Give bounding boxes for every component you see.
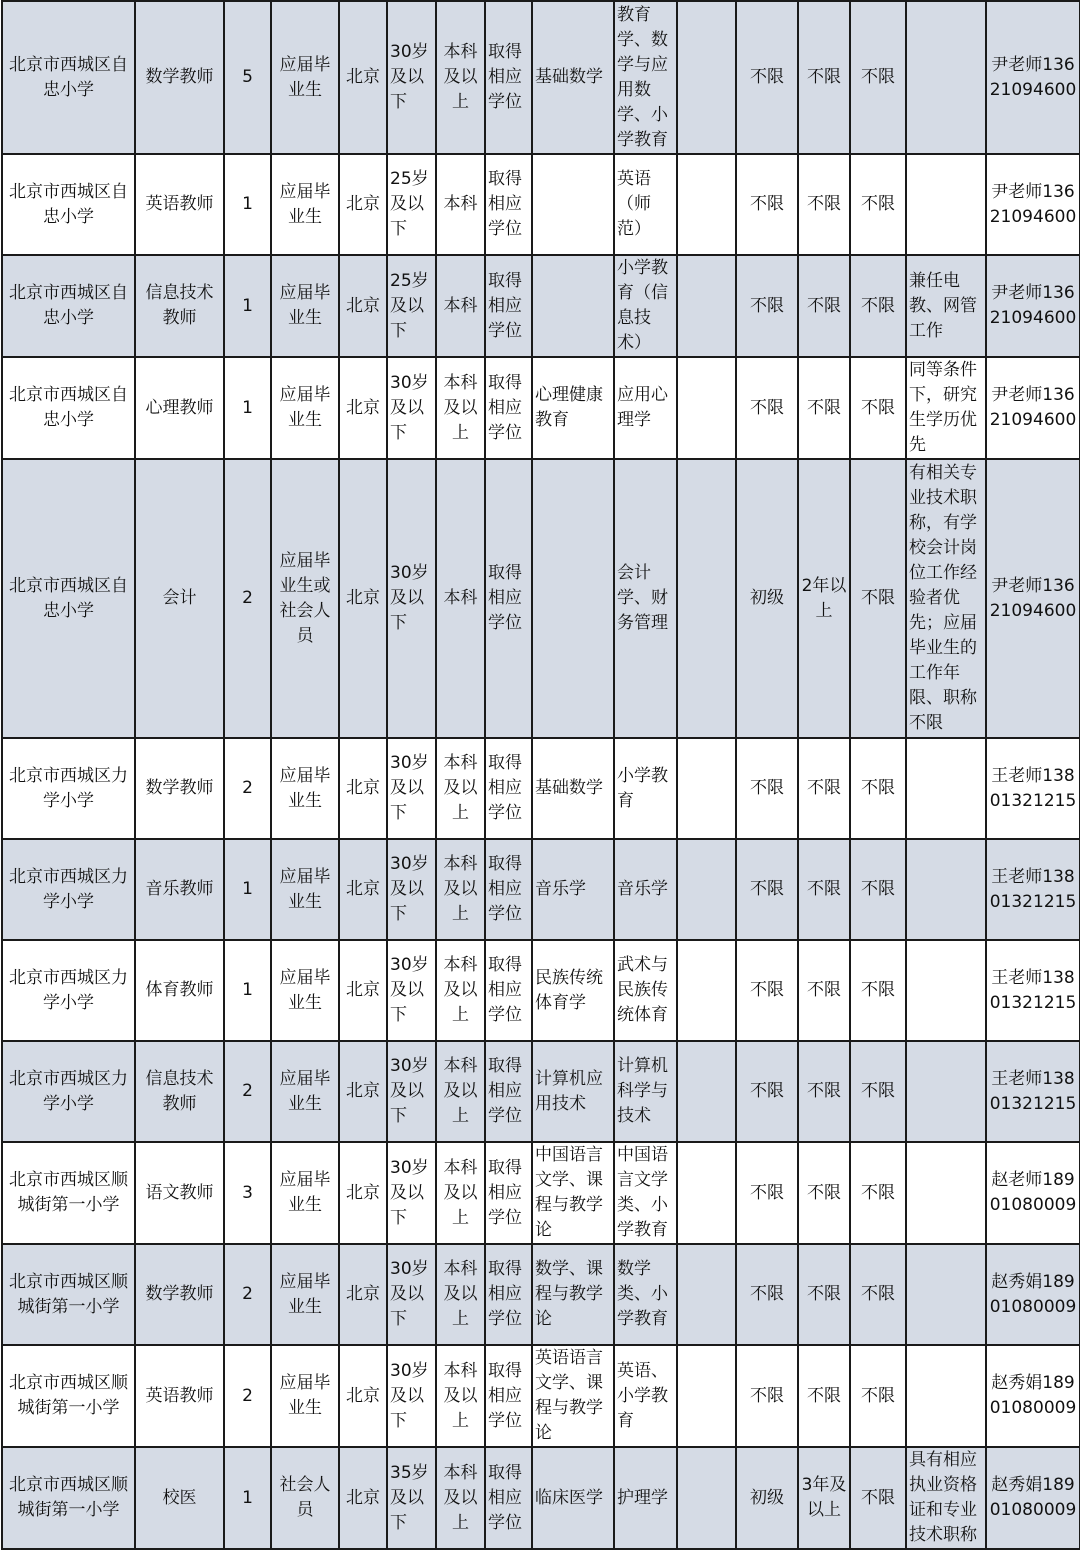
position-cell: 数学教师 — [135, 738, 224, 839]
degree-cell: 取得相应学位 — [485, 459, 532, 738]
empty-cell — [677, 1345, 736, 1447]
experience-cell: 不限 — [798, 940, 850, 1041]
title-req-cell: 不限 — [736, 255, 798, 357]
position-cell: 英语教师 — [135, 154, 224, 255]
headcount-cell: 5 — [224, 1, 271, 154]
hukou-cell: 北京 — [339, 154, 387, 255]
age-cell: 30岁及以下 — [387, 1244, 436, 1345]
table-row — [2, 839, 1080, 940]
experience-cell: 不限 — [798, 1142, 850, 1244]
hukou-cell: 北京 — [339, 1142, 387, 1244]
headcount-cell: 1 — [224, 357, 271, 459]
experience-cell: 不限 — [798, 255, 850, 357]
contact-cell: 赵秀娟18901080009 — [986, 1244, 1080, 1345]
title-req-cell: 不限 — [736, 839, 798, 940]
position-cell: 数学教师 — [135, 1, 224, 154]
empty-cell — [677, 1041, 736, 1142]
contact-cell: 赵老师18901080009 — [986, 1142, 1080, 1244]
degree-cell: 取得相应学位 — [485, 1, 532, 154]
position-cell: 信息技术教师 — [135, 1041, 224, 1142]
degree-cell: 取得相应学位 — [485, 839, 532, 940]
experience-cell: 不限 — [798, 738, 850, 839]
degree-cell: 取得相应学位 — [485, 1345, 532, 1447]
unit-cell: 北京市西城区自忠小学 — [2, 459, 135, 738]
education-cell: 本科及以上 — [436, 1447, 485, 1549]
experience-cell: 2年以上 — [798, 459, 850, 738]
remark-cell: 兼任电教、网管工作 — [906, 255, 986, 357]
empty-cell — [677, 255, 736, 357]
undergrad-major-cell: 音乐学 — [532, 839, 614, 940]
headcount-cell: 1 — [224, 1447, 271, 1549]
empty-cell — [677, 1447, 736, 1549]
education-cell: 本科及以上 — [436, 1, 485, 154]
age-cell: 35岁及以下 — [387, 1447, 436, 1549]
position-cell: 数学教师 — [135, 1244, 224, 1345]
unit-cell: 北京市西城区自忠小学 — [2, 154, 135, 255]
degree-cell: 取得相应学位 — [485, 357, 532, 459]
title-req-cell: 初级 — [736, 459, 798, 738]
remark-cell — [906, 738, 986, 839]
hukou-cell: 北京 — [339, 357, 387, 459]
postgrad-major-cell: 小学教育（信息技术） — [614, 255, 677, 357]
experience-cell: 3年及以上 — [798, 1447, 850, 1549]
remark-cell — [906, 1, 986, 154]
degree-cell: 取得相应学位 — [485, 940, 532, 1041]
contact-cell: 尹老师13621094600 — [986, 255, 1080, 357]
contact-cell: 赵秀娟18901080009 — [986, 1447, 1080, 1549]
undergrad-major-cell: 英语语言文学、课程与教学论 — [532, 1345, 614, 1447]
degree-cell: 取得相应学位 — [485, 255, 532, 357]
postgrad-major-cell: 中国语言文学类、小学教育 — [614, 1142, 677, 1244]
other-req-cell: 不限 — [850, 1142, 906, 1244]
education-cell: 本科及以上 — [436, 839, 485, 940]
undergrad-major-cell: 计算机应用技术 — [532, 1041, 614, 1142]
other-req-cell: 不限 — [850, 940, 906, 1041]
hukou-cell: 北京 — [339, 940, 387, 1041]
identity-cell: 应届毕业生 — [271, 940, 339, 1041]
age-cell: 25岁及以下 — [387, 154, 436, 255]
age-cell: 30岁及以下 — [387, 357, 436, 459]
contact-cell: 尹老师13621094600 — [986, 154, 1080, 255]
undergrad-major-cell — [532, 154, 614, 255]
education-cell: 本科 — [436, 255, 485, 357]
hukou-cell: 北京 — [339, 1, 387, 154]
identity-cell: 应届毕业生 — [271, 255, 339, 357]
empty-cell — [677, 738, 736, 839]
unit-cell: 北京市西城区自忠小学 — [2, 357, 135, 459]
title-req-cell: 不限 — [736, 1041, 798, 1142]
table-row — [2, 255, 1080, 357]
unit-cell: 北京市西城区力学小学 — [2, 839, 135, 940]
postgrad-major-cell: 小学教育 — [614, 738, 677, 839]
age-cell: 30岁及以下 — [387, 459, 436, 738]
identity-cell: 应届毕业生 — [271, 839, 339, 940]
postgrad-major-cell: 会计学、财务管理 — [614, 459, 677, 738]
empty-cell — [677, 839, 736, 940]
empty-cell — [677, 154, 736, 255]
identity-cell: 社会人员 — [271, 1447, 339, 1549]
education-cell: 本科及以上 — [436, 1345, 485, 1447]
position-cell: 英语教师 — [135, 1345, 224, 1447]
age-cell: 30岁及以下 — [387, 940, 436, 1041]
other-req-cell: 不限 — [850, 1041, 906, 1142]
degree-cell: 取得相应学位 — [485, 1244, 532, 1345]
title-req-cell: 不限 — [736, 154, 798, 255]
table-row — [2, 738, 1080, 839]
other-req-cell: 不限 — [850, 1345, 906, 1447]
position-cell: 心理教师 — [135, 357, 224, 459]
unit-cell: 北京市西城区自忠小学 — [2, 255, 135, 357]
title-req-cell: 不限 — [736, 1345, 798, 1447]
contact-cell: 尹老师13621094600 — [986, 357, 1080, 459]
headcount-cell: 2 — [224, 1244, 271, 1345]
unit-cell: 北京市西城区顺城街第一小学 — [2, 1447, 135, 1549]
hukou-cell: 北京 — [339, 1447, 387, 1549]
contact-cell: 尹老师13621094600 — [986, 459, 1080, 738]
remark-cell: 具有相应执业资格证和专业技术职称 — [906, 1447, 986, 1549]
experience-cell: 不限 — [798, 1, 850, 154]
table-row — [2, 940, 1080, 1041]
other-req-cell: 不限 — [850, 1447, 906, 1549]
hukou-cell: 北京 — [339, 459, 387, 738]
table-row — [2, 1041, 1080, 1142]
undergrad-major-cell — [532, 459, 614, 738]
identity-cell: 应届毕业生 — [271, 1041, 339, 1142]
postgrad-major-cell: 护理学 — [614, 1447, 677, 1549]
table-row — [2, 1447, 1080, 1549]
title-req-cell: 初级 — [736, 1447, 798, 1549]
hukou-cell: 北京 — [339, 1244, 387, 1345]
experience-cell: 不限 — [798, 839, 850, 940]
table-row — [2, 459, 1080, 738]
title-req-cell: 不限 — [736, 357, 798, 459]
unit-cell: 北京市西城区力学小学 — [2, 940, 135, 1041]
headcount-cell: 1 — [224, 940, 271, 1041]
hukou-cell: 北京 — [339, 839, 387, 940]
unit-cell: 北京市西城区顺城街第一小学 — [2, 1345, 135, 1447]
contact-cell: 王老师13801321215 — [986, 839, 1080, 940]
identity-cell: 应届毕业生 — [271, 1345, 339, 1447]
undergrad-major-cell: 基础数学 — [532, 738, 614, 839]
degree-cell: 取得相应学位 — [485, 1142, 532, 1244]
education-cell: 本科及以上 — [436, 1244, 485, 1345]
remark-cell — [906, 1041, 986, 1142]
remark-cell: 有相关专业技术职称，有学校会计岗位工作经验者优先；应届毕业生的工作年限、职称不限 — [906, 459, 986, 738]
title-req-cell: 不限 — [736, 1, 798, 154]
undergrad-major-cell: 中国语言文学、课程与教学论 — [532, 1142, 614, 1244]
contact-cell: 尹老师13621094600 — [986, 1, 1080, 154]
undergrad-major-cell — [532, 255, 614, 357]
identity-cell: 应届毕业生或社会人员 — [271, 459, 339, 738]
headcount-cell: 2 — [224, 459, 271, 738]
education-cell: 本科及以上 — [436, 1041, 485, 1142]
other-req-cell: 不限 — [850, 154, 906, 255]
postgrad-major-cell: 数学类、小学教育 — [614, 1244, 677, 1345]
position-cell: 会计 — [135, 459, 224, 738]
unit-cell: 北京市西城区自忠小学 — [2, 1, 135, 154]
headcount-cell: 1 — [224, 154, 271, 255]
postgrad-major-cell: 应用心理学 — [614, 357, 677, 459]
remark-cell — [906, 1244, 986, 1345]
unit-cell: 北京市西城区顺城街第一小学 — [2, 1142, 135, 1244]
age-cell: 30岁及以下 — [387, 839, 436, 940]
identity-cell: 应届毕业生 — [271, 1, 339, 154]
remark-cell: 同等条件下，研究生学历优先 — [906, 357, 986, 459]
other-req-cell: 不限 — [850, 738, 906, 839]
undergrad-major-cell: 民族传统体育学 — [532, 940, 614, 1041]
experience-cell: 不限 — [798, 1244, 850, 1345]
empty-cell — [677, 1244, 736, 1345]
education-cell: 本科 — [436, 459, 485, 738]
other-req-cell: 不限 — [850, 255, 906, 357]
empty-cell — [677, 1, 736, 154]
education-cell: 本科及以上 — [436, 940, 485, 1041]
education-cell: 本科及以上 — [436, 738, 485, 839]
age-cell: 30岁及以下 — [387, 1142, 436, 1244]
position-cell: 音乐教师 — [135, 839, 224, 940]
age-cell: 30岁及以下 — [387, 1345, 436, 1447]
remark-cell — [906, 1142, 986, 1244]
headcount-cell: 3 — [224, 1142, 271, 1244]
age-cell: 30岁及以下 — [387, 1041, 436, 1142]
experience-cell: 不限 — [798, 1345, 850, 1447]
headcount-cell: 2 — [224, 738, 271, 839]
postgrad-major-cell: 武术与民族传统体育 — [614, 940, 677, 1041]
degree-cell: 取得相应学位 — [485, 738, 532, 839]
hukou-cell: 北京 — [339, 255, 387, 357]
age-cell: 30岁及以下 — [387, 738, 436, 839]
degree-cell: 取得相应学位 — [485, 1447, 532, 1549]
identity-cell: 应届毕业生 — [271, 154, 339, 255]
contact-cell: 赵秀娟18901080009 — [986, 1345, 1080, 1447]
position-cell: 校医 — [135, 1447, 224, 1549]
experience-cell: 不限 — [798, 357, 850, 459]
undergrad-major-cell: 临床医学 — [532, 1447, 614, 1549]
remark-cell — [906, 1345, 986, 1447]
table-row — [2, 1244, 1080, 1345]
undergrad-major-cell: 心理健康教育 — [532, 357, 614, 459]
identity-cell: 应届毕业生 — [271, 738, 339, 839]
postgrad-major-cell: 英语（师范） — [614, 154, 677, 255]
table-row — [2, 1, 1080, 154]
postgrad-major-cell: 音乐学 — [614, 839, 677, 940]
other-req-cell: 不限 — [850, 839, 906, 940]
other-req-cell: 不限 — [850, 1, 906, 154]
table-row — [2, 1345, 1080, 1447]
education-cell: 本科及以上 — [436, 1142, 485, 1244]
title-req-cell: 不限 — [736, 1244, 798, 1345]
experience-cell: 不限 — [798, 154, 850, 255]
recruitment-table — [1, 0, 1080, 1550]
postgrad-major-cell: 计算机科学与技术 — [614, 1041, 677, 1142]
table-row — [2, 357, 1080, 459]
remark-cell — [906, 940, 986, 1041]
hukou-cell: 北京 — [339, 738, 387, 839]
degree-cell: 取得相应学位 — [485, 1041, 532, 1142]
empty-cell — [677, 940, 736, 1041]
headcount-cell: 1 — [224, 839, 271, 940]
headcount-cell: 1 — [224, 255, 271, 357]
identity-cell: 应届毕业生 — [271, 1244, 339, 1345]
headcount-cell: 2 — [224, 1041, 271, 1142]
position-cell: 语文教师 — [135, 1142, 224, 1244]
postgrad-major-cell: 英语、小学教育 — [614, 1345, 677, 1447]
unit-cell: 北京市西城区顺城街第一小学 — [2, 1244, 135, 1345]
position-cell: 信息技术教师 — [135, 255, 224, 357]
hukou-cell: 北京 — [339, 1041, 387, 1142]
title-req-cell: 不限 — [736, 738, 798, 839]
degree-cell: 取得相应学位 — [485, 154, 532, 255]
title-req-cell: 不限 — [736, 1142, 798, 1244]
undergrad-major-cell: 数学、课程与教学论 — [532, 1244, 614, 1345]
headcount-cell: 2 — [224, 1345, 271, 1447]
age-cell: 30岁及以下 — [387, 1, 436, 154]
remark-cell — [906, 839, 986, 940]
age-cell: 25岁及以下 — [387, 255, 436, 357]
contact-cell: 王老师13801321215 — [986, 940, 1080, 1041]
education-cell: 本科及以上 — [436, 357, 485, 459]
contact-cell: 王老师13801321215 — [986, 1041, 1080, 1142]
other-req-cell: 不限 — [850, 357, 906, 459]
identity-cell: 应届毕业生 — [271, 357, 339, 459]
title-req-cell: 不限 — [736, 940, 798, 1041]
empty-cell — [677, 357, 736, 459]
undergrad-major-cell: 基础数学 — [532, 1, 614, 154]
unit-cell: 北京市西城区力学小学 — [2, 738, 135, 839]
contact-cell: 王老师13801321215 — [986, 738, 1080, 839]
education-cell: 本科 — [436, 154, 485, 255]
empty-cell — [677, 459, 736, 738]
position-cell: 体育教师 — [135, 940, 224, 1041]
table-row — [2, 1142, 1080, 1244]
identity-cell: 应届毕业生 — [271, 1142, 339, 1244]
hukou-cell: 北京 — [339, 1345, 387, 1447]
remark-cell — [906, 154, 986, 255]
other-req-cell: 不限 — [850, 1244, 906, 1345]
table-row — [2, 154, 1080, 255]
other-req-cell: 不限 — [850, 459, 906, 738]
unit-cell: 北京市西城区力学小学 — [2, 1041, 135, 1142]
empty-cell — [677, 1142, 736, 1244]
experience-cell: 不限 — [798, 1041, 850, 1142]
postgrad-major-cell: 教育学、数学与应用数学、小学教育 — [614, 1, 677, 154]
